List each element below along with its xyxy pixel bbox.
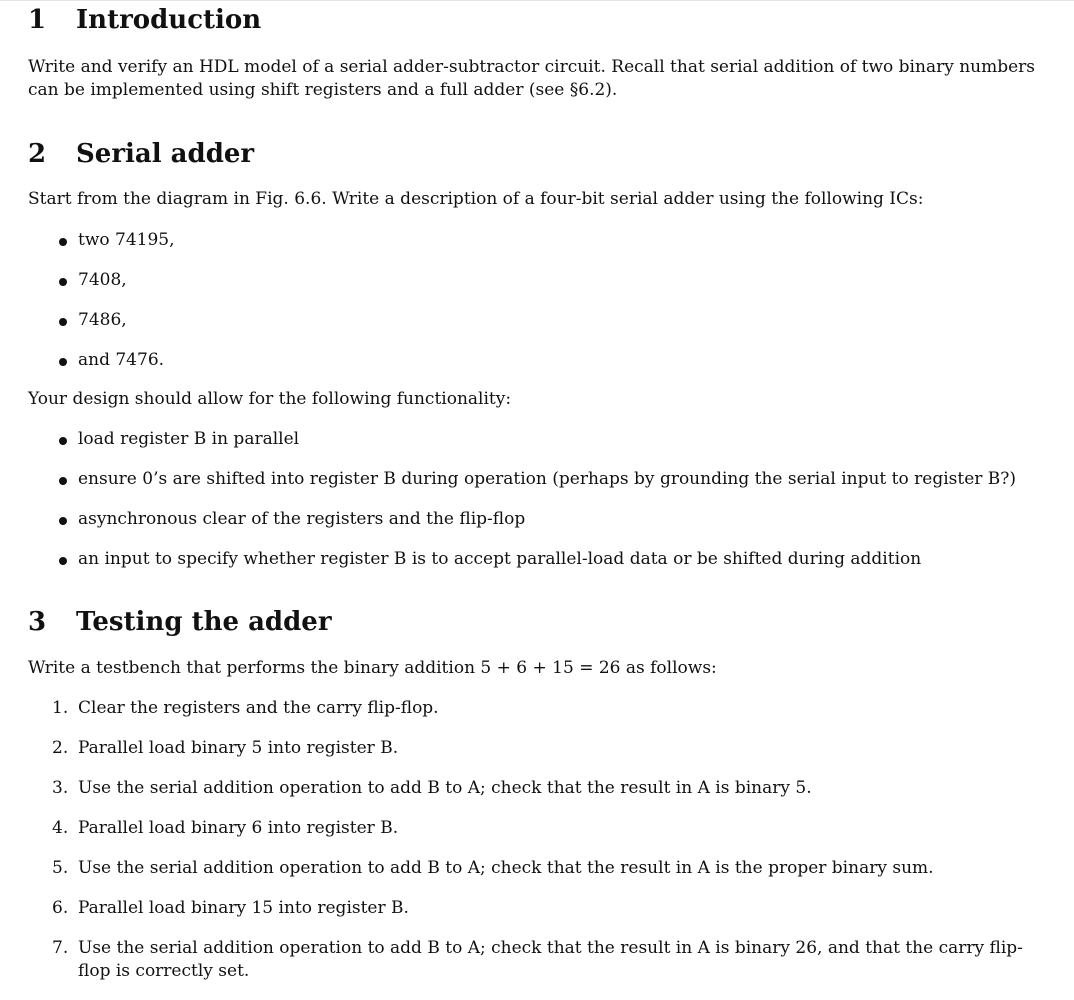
serial-adder-intro: Start from the diagram in Fig. 6.6. Write a description of a four-bit serial adder using the following ICs: (28, 189, 924, 209)
bullet-icon (59, 278, 67, 286)
list-item: ensure 0’s are shifted into register B during operation (perhaps by grounding the serial input to register B?) (28, 468, 1016, 491)
list-item: 6. Parallel load binary 15 into register B. (52, 898, 409, 918)
introduction-paragraph: Write and verify an HDL model of a serial adder-subtractor circuit. Recall that serial addition of two binary numbers can be implemented using shift registers and a full adder (see §6.2). (28, 57, 1036, 100)
section-heading-testing-the-adder (28, 605, 332, 639)
step-number: 2. (52, 738, 69, 758)
section-title: Introduction (76, 5, 262, 35)
list-item: two 74195, (28, 229, 175, 252)
list-item: 7. Use the serial addition operation to add B to A; check that the result in A is binary 26, and that the carry flip-flop is correctly set. (52, 938, 1023, 981)
list-item: 2. Parallel load binary 5 into register B. (52, 738, 399, 758)
section-number: 2 (28, 139, 47, 169)
step-number: 4. (52, 818, 69, 838)
list-item: load register B in parallel (28, 428, 1016, 451)
list-item: an input to specify whether register B is to accept parallel-load data or be shifted during addition (28, 548, 1016, 571)
step-number: 3. (52, 778, 69, 798)
section-heading-serial-adder (28, 137, 254, 171)
list-item: 7408, (28, 269, 175, 292)
functionality-intro: Your design should allow for the following functionality: (28, 389, 512, 409)
step-number: 7. (52, 938, 69, 958)
functionality-list (28, 428, 1016, 588)
list-item: 5. Use the serial addition operation to add B to A; check that the result in A is the proper binary sum. (52, 858, 934, 878)
section-number: 1 (28, 5, 47, 35)
list-item: 1. Clear the registers and the carry flip-flop. (52, 698, 439, 718)
bullet-icon (59, 557, 67, 565)
testbench-intro: Write a testbench that performs the binary addition 5 + 6 + 15 = 26 as follows: (28, 658, 717, 678)
step-number: 6. (52, 898, 69, 918)
list-item: 4. Parallel load binary 6 into register B. (52, 818, 399, 838)
bullet-icon (59, 477, 67, 485)
list-item: and 7476. (28, 349, 175, 372)
bullet-icon (59, 437, 67, 445)
section-title: Testing the adder (76, 607, 332, 637)
section-title: Serial adder (76, 139, 255, 169)
section-number: 3 (28, 607, 47, 637)
bullet-icon (59, 238, 67, 246)
section-heading-introduction (28, 3, 261, 37)
step-number: 5. (52, 858, 69, 878)
step-number: 1. (52, 698, 69, 718)
top-rule (0, 0, 1074, 1)
bullet-icon (59, 318, 67, 326)
list-item: asynchronous clear of the registers and the flip-flop (28, 508, 1016, 531)
list-item: 3. Use the serial addition operation to add B to A; check that the result in A is binary 5. (52, 778, 812, 798)
testbench-steps (28, 697, 1038, 1000)
list-item: 7486, (28, 309, 175, 332)
ic-list (28, 229, 175, 389)
bullet-icon (59, 358, 67, 366)
bullet-icon (59, 517, 67, 525)
